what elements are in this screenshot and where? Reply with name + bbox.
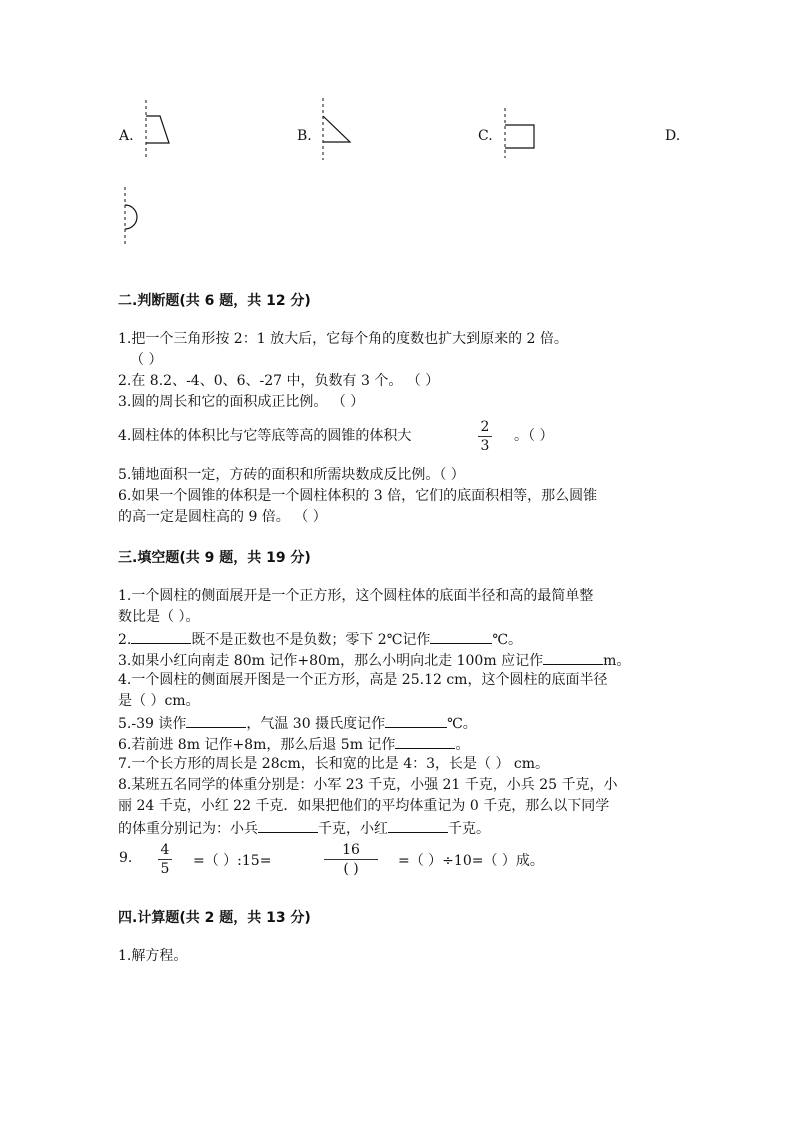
- fill-q8-middle: 千克，小红: [318, 821, 388, 837]
- fill-q2-text: [118, 629, 522, 649]
- fill-q2-suffix: ℃。: [492, 632, 523, 648]
- fill-q3-suffix: m。: [603, 653, 631, 669]
- section-fill-heading: 三.填空题(共 9 题，共 19 分): [118, 550, 311, 566]
- fill-q9-middle: =（ ）:15=: [193, 853, 272, 869]
- fill-q3-blank: [543, 650, 603, 665]
- fill-q4-text-line2: 是（ ）cm。: [118, 693, 200, 709]
- fill-q1-text-line2: 数比是（ ）。: [118, 609, 200, 625]
- fill-q5-blank-1: [186, 713, 246, 728]
- judge-q4-numerator: 2: [480, 419, 490, 435]
- option-b-label: B.: [297, 128, 312, 144]
- judge-q4-answer-blank: 。（ ）: [514, 428, 554, 444]
- option-d-label: D.: [665, 128, 681, 144]
- fill-q4-text-line1: 4.一个圆柱的侧面展开图是一个正方形，高是 25.12 cm，这个圆柱的底面半径: [118, 672, 608, 688]
- judge-q4-text: 4.圆柱体的体积比与它等底等高的圆锥的体积大: [118, 428, 412, 444]
- judge-q3-text: 3.圆的周长和它的面积成正比例。 （ ）: [118, 394, 365, 410]
- judge-q6-text-line2: 的高一定是圆柱高的 9 倍。 （ ）: [118, 509, 327, 525]
- fill-q8-blank-2: [388, 818, 448, 833]
- fraction-bar: [158, 859, 172, 860]
- option-c-label: C.: [478, 128, 493, 144]
- judge-q4-denominator: 3: [480, 438, 490, 454]
- fill-q6-suffix: 。: [455, 737, 470, 753]
- fill-q2-blank-2: [430, 629, 492, 644]
- fill-q3-text: [118, 650, 630, 670]
- fill-q5-suffix: ℃。: [447, 716, 477, 732]
- fraction-bar: [324, 859, 378, 860]
- fill-q5-blank-2: [385, 713, 447, 728]
- judge-q1-answer-blank: （ ）: [130, 352, 163, 368]
- fill-q9-f2-numerator: 16: [342, 842, 360, 858]
- fill-q3-prefix: 3.如果小红向南走 80m 记作+80m，那么小明向北走 100m 应记作: [118, 653, 544, 669]
- fill-q8-blank-1: [258, 818, 318, 833]
- fill-q7-text: 7.一个长方形的周长是 28cm，长和宽的比是 4：3，长是（ ） cm。: [118, 756, 550, 772]
- fill-q9-f1-numerator: 4: [160, 842, 170, 858]
- fill-q9-label: 9.: [119, 850, 133, 866]
- section-calc-heading: 四.计算题(共 2 题，共 13 分): [118, 910, 311, 926]
- fill-q9-f2-denominator: ( ): [343, 861, 359, 877]
- fill-q2-blank-1: [131, 629, 191, 644]
- judge-q6-text-line1: 6.如果一个圆锥的体积是一个圆柱体积的 3 倍，它们的底面积相等，那么圆锥: [118, 488, 598, 504]
- judge-q2-text: 2.在 8.2、-4、0、6、-27 中，负数有 3 个。 （ ）: [118, 373, 440, 389]
- fill-q2-prefix: 2.: [118, 632, 132, 648]
- fill-q5-middle: ，气温 30 摄氏度记作: [246, 716, 386, 732]
- figure-b-triangle: [318, 98, 358, 160]
- fill-q5-prefix: 5.-39 读作: [118, 716, 187, 732]
- calc-q1-text: 1.解方程。: [118, 948, 188, 964]
- fill-q2-middle: 既不是正数也不是负数；零下 2℃记作: [191, 632, 431, 648]
- figure-d-semicircle: [120, 187, 150, 245]
- section-judge-heading: 二.判断题(共 6 题，共 12 分): [118, 293, 311, 309]
- fill-q8-text-line1: 8.某班五名同学的体重分别是：小军 23 千克，小强 21 千克，小兵 25 千克，小: [118, 777, 618, 793]
- fraction-bar: [478, 436, 492, 437]
- fill-q1-text-line1: 1.一个圆柱的侧面展开是一个正方形，这个圆柱体的底面半径和高的最简单整: [118, 588, 594, 604]
- fill-q9-fraction-2: [324, 842, 378, 877]
- fill-q6-text: [118, 734, 469, 754]
- figure-c-rectangle: [500, 108, 540, 158]
- judge-q5-text: 5.铺地面积一定，方砖的面积和所需块数成反比例。（ ）: [118, 467, 465, 483]
- fill-q8-prefix: 的体重分别记为：小兵: [118, 821, 258, 837]
- option-a-label: A.: [119, 128, 134, 144]
- judge-q1-text: 1.把一个三角形按 2：1 放大后，它每个角的度数也扩大到原来的 2 倍。: [118, 331, 568, 347]
- fill-q9-end: =（ ）÷10=（ ）成。: [398, 853, 544, 869]
- fill-q8-suffix: 千克。: [448, 821, 490, 837]
- fill-q5-text: [118, 713, 477, 733]
- judge-q4-fraction: [478, 419, 492, 454]
- figure-a-trapezoid: [140, 100, 180, 160]
- fill-q8-text-line3: [118, 818, 490, 838]
- fill-q9-f1-denominator: 5: [160, 861, 170, 877]
- fill-q9-fraction-1: [158, 842, 172, 877]
- fill-q6-prefix: 6.若前进 8m 记作+8m，那么后退 5m 记作: [118, 737, 396, 753]
- fill-q8-text-line2: 丽 24 千克，小红 22 千克．如果把他们的平均体重记为 0 千克，那么以下同学: [118, 798, 610, 814]
- fill-q6-blank: [395, 734, 455, 749]
